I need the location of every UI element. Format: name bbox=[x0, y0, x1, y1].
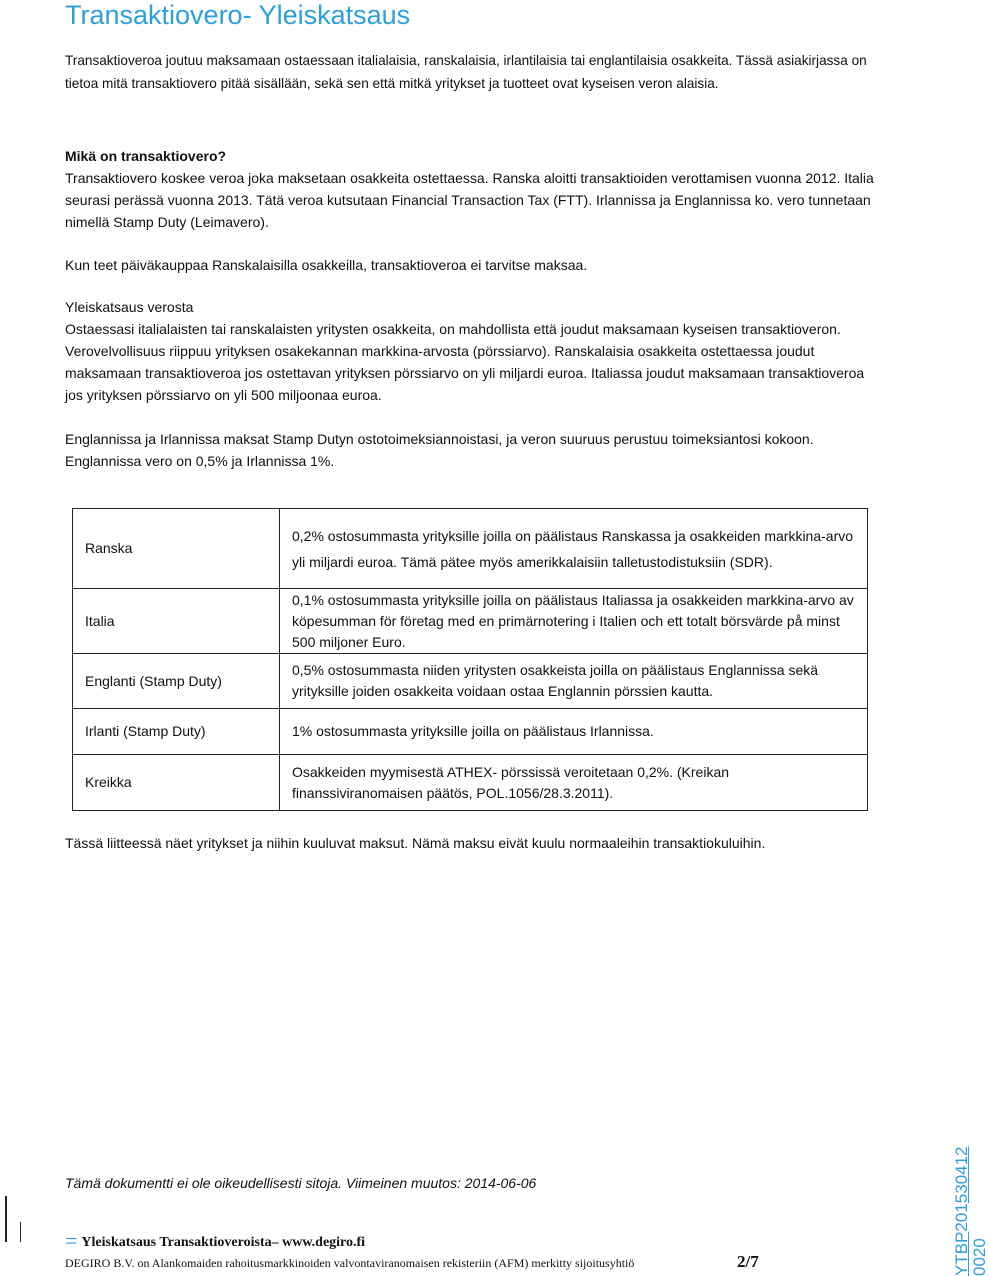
table-row bbox=[73, 709, 868, 755]
table-row bbox=[73, 755, 868, 811]
table-row bbox=[73, 654, 868, 709]
document-code-part: 201 bbox=[952, 1203, 971, 1232]
section-heading-what-is: Mikä on transaktiovero? bbox=[65, 148, 227, 164]
day-trading-paragraph: Kun teet päiväkauppaa Ranskalaisilla osakkeilla, transaktioveroa ei tarvitse maksaa. bbox=[65, 257, 588, 273]
brand-mark: = bbox=[65, 1228, 78, 1253]
page-number: 2/7 bbox=[737, 1252, 759, 1271]
margin-rule bbox=[5, 1196, 7, 1242]
tax-table bbox=[72, 508, 868, 811]
document-code-part: 0020 bbox=[970, 1238, 989, 1276]
document-code-part: 530412 bbox=[952, 1146, 971, 1204]
section-heading-overview: Yleiskatsaus verosta bbox=[65, 299, 194, 315]
table-cell-description: 1% ostosummasta yrityksille joilla on päälistaus Irlannissa. bbox=[280, 709, 868, 755]
footer-brand-text: Yleiskatsaus Transaktioveroista– www.degiro.fi bbox=[81, 1235, 366, 1250]
page-title: Transaktiovero- Yleiskatsaus bbox=[65, 0, 411, 30]
table-cell-description: Osakkeiden myymisestä ATHEX- pörssissä veroitetaan 0,2%. (Kreikan finanssiviranomaisen päätös, POL.1056/28.3.2011). bbox=[280, 755, 868, 811]
appendix-note: Tässä liitteessä näet yritykset ja niihin kuuluvat maksut. Nämä maksu eivät kuulu normaaleihin transaktiokuluihin. bbox=[65, 835, 766, 851]
table-cell-country: Kreikka bbox=[73, 755, 280, 811]
table-cell-country: Italia bbox=[73, 589, 280, 654]
footer-brand bbox=[65, 1228, 365, 1254]
section-what-is-paragraph: Transaktiovero koskee veroa joka maksetaan osakkeita ostettaessa. Ranska aloitti transaktioiden verottamisen vuonna 2012. Italia seurasi perässä vuonna 2013. Tätä veroa kutsutaan Financial Transaction Tax (FTT). Irlannissa ja Englannissa ko. vero tunnetaan nimellä Stamp Duty (Leimavero). bbox=[65, 170, 874, 230]
footer-registration: DEGIRO B.V. on Alankomaiden rahoitusmarkkinoiden valvontaviranomaisen rekisteriin (AFM) merkitty sijoitusyhtiö bbox=[65, 1256, 635, 1270]
table-row bbox=[73, 509, 868, 589]
document-code-part: YTBP bbox=[952, 1231, 971, 1276]
stamp-duty-paragraph: Englannissa ja Irlannissa maksat Stamp Dutyn ostotoimeksiannoistasi, ja veron suuruus perustuu toimeksiantosi kokoon. Englannissa vero on 0,5% ja Irlannissa 1%. bbox=[65, 431, 814, 469]
table-cell-description bbox=[280, 509, 868, 589]
table-cell-country: Irlanti (Stamp Duty) bbox=[73, 709, 280, 755]
section-overview-paragraph: Ostaessasi italialaisten tai ranskalaisten yritysten osakkeita, on mahdollista että joudut maksamaan kyseisen transaktioveron. Verovelvollisuus riippuu yrityksen osakekannan markkina-arvosta (pörssiarvo). Ranskalaisia osakkeita ostettaessa joudut maksamaan transaktioveroa jos ostettavan yrityksen pörssiarvo on yli miljardi euroa. Italiassa joudut maksamaan transaktioveroa jos yrityksen pörssiarvo on yli 500 miljoonaa euroa. bbox=[65, 321, 865, 403]
table-cell-country: Englanti (Stamp Duty) bbox=[73, 654, 280, 709]
table-row bbox=[73, 589, 868, 654]
document-code bbox=[953, 1146, 989, 1276]
table-cell-description: 0,5% ostosummasta niiden yritysten osakkeista joilla on päälistaus Englannissa sekä yrityksille joiden osakkeita voidaan ostaa Englannin pörssien kautta. bbox=[280, 654, 868, 709]
intro-paragraph: Transaktioveroa joutuu maksamaan ostaessaan italialaisia, ranskalaisia, irlantilaisia tai englantilaisia osakkeita. Tässä asiakirjassa on tietoa mitä transaktiovero pitää sisällään, sekä sen että mitkä yritykset ja tuotteet ovat kyseisen veron alaisia. bbox=[65, 53, 867, 91]
table-cell-description-text: 0,2% ostosummasta yrityksille joilla on päälistaus Ranskassa ja osakkeiden markkina-arvo yli miljardi euroa. Tämä pätee myös amerikkalaisiin talletustodistuksiin (SDR). bbox=[292, 527, 854, 570]
table-cell-country: Ranska bbox=[73, 509, 280, 589]
table-cell-description: 0,1% ostosummasta yrityksille joilla on päälistaus Italiassa ja osakkeiden markkina-arvo av köpesumman för företag med en primärnotering i Italien och ett totalt börsvärde på minst 500 miljoner Euro. bbox=[280, 589, 868, 654]
margin-rule-short bbox=[20, 1222, 21, 1242]
footer-disclaimer: Tämä dokumentti ei ole oikeudellisesti sitoja. Viimeinen muutos: 2014-06-06 bbox=[65, 1175, 537, 1191]
